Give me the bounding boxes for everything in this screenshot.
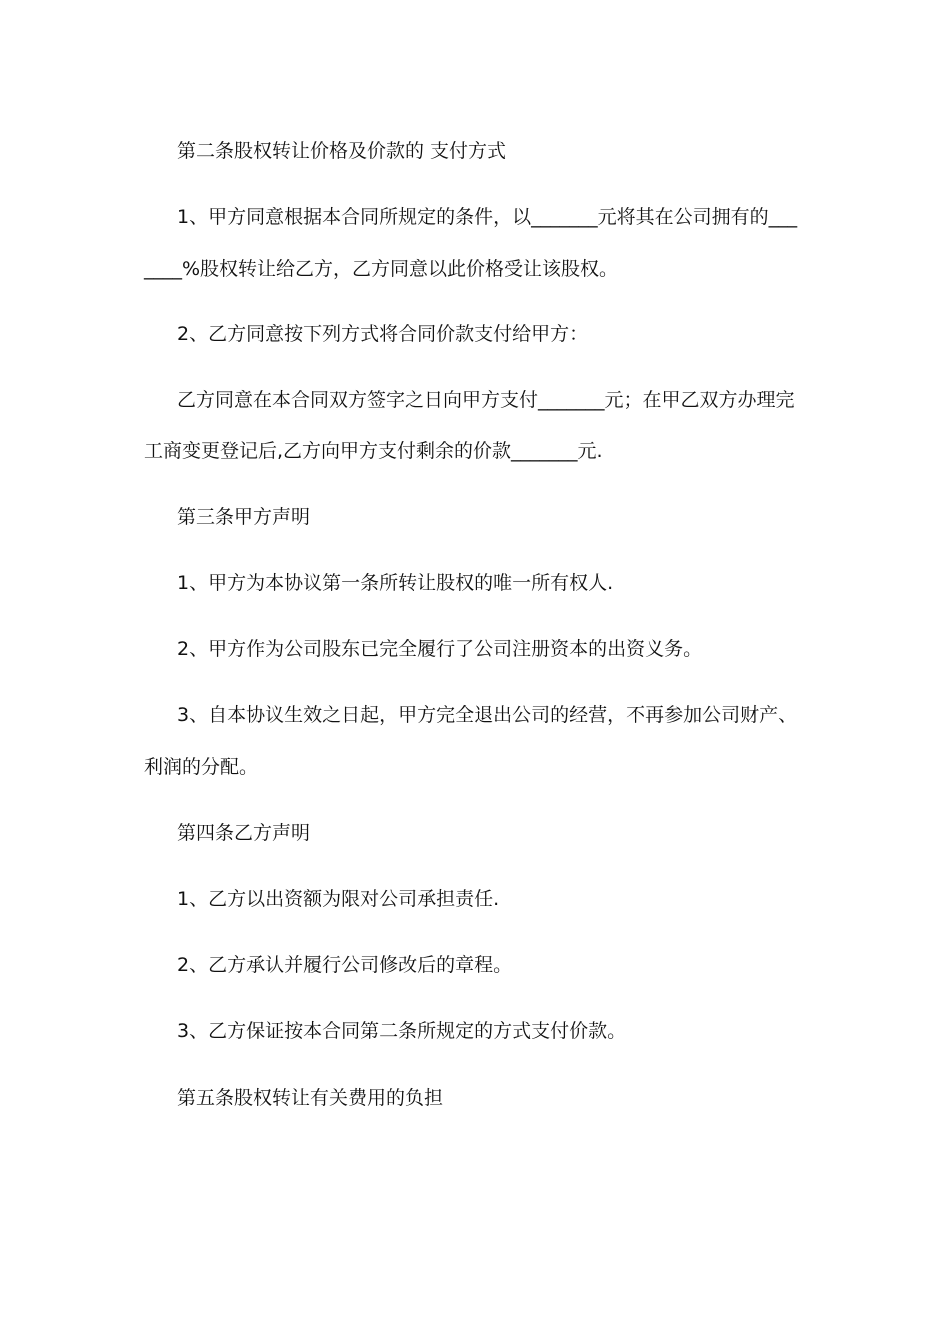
section-heading-article-4: 第四条乙方声明: [177, 822, 311, 844]
paragraph-line: 利润的分配。: [144, 756, 259, 778]
paragraph-line: 1、乙方以出资额为限对公司承担责任.: [177, 888, 500, 910]
section-heading-article-5: 第五条股权转让有关费用的负担: [177, 1087, 444, 1109]
paragraph-line: 2、乙方承认并履行公司修改后的章程。: [177, 954, 513, 976]
paragraph-line: 3、乙方保证按本合同第二条所规定的方式支付价款。: [177, 1020, 627, 1042]
paragraph-line: 2、乙方同意按下列方式将合同价款支付给甲方：: [177, 323, 589, 345]
section-heading-article-2: 第二条股权转让价格及价款的 支付方式: [177, 140, 507, 162]
paragraph-line: 1、甲方为本协议第一条所转让股权的唯一所有权人.: [177, 572, 614, 594]
paragraph-line: 1、甲方同意根据本合同所规定的条件，以_______元将其在公司拥有的___: [177, 206, 798, 228]
paragraph-line: 3、自本协议生效之日起，甲方完全退出公司的经营，不再参加公司财产、: [177, 704, 798, 726]
paragraph-line: 乙方同意在本合同双方签字之日向甲方支付_______元；在甲乙双方办理完: [177, 389, 795, 411]
paragraph-line: 工商变更登记后,乙方向甲方支付剩余的价款_______元.: [144, 440, 603, 462]
section-heading-article-3: 第三条甲方声明: [177, 506, 311, 528]
paragraph-line: 2、甲方作为公司股东已完全履行了公司注册资本的出资义务。: [177, 638, 703, 660]
paragraph-line: ____%股权转让给乙方，乙方同意以此价格受让该股权。: [144, 258, 619, 280]
